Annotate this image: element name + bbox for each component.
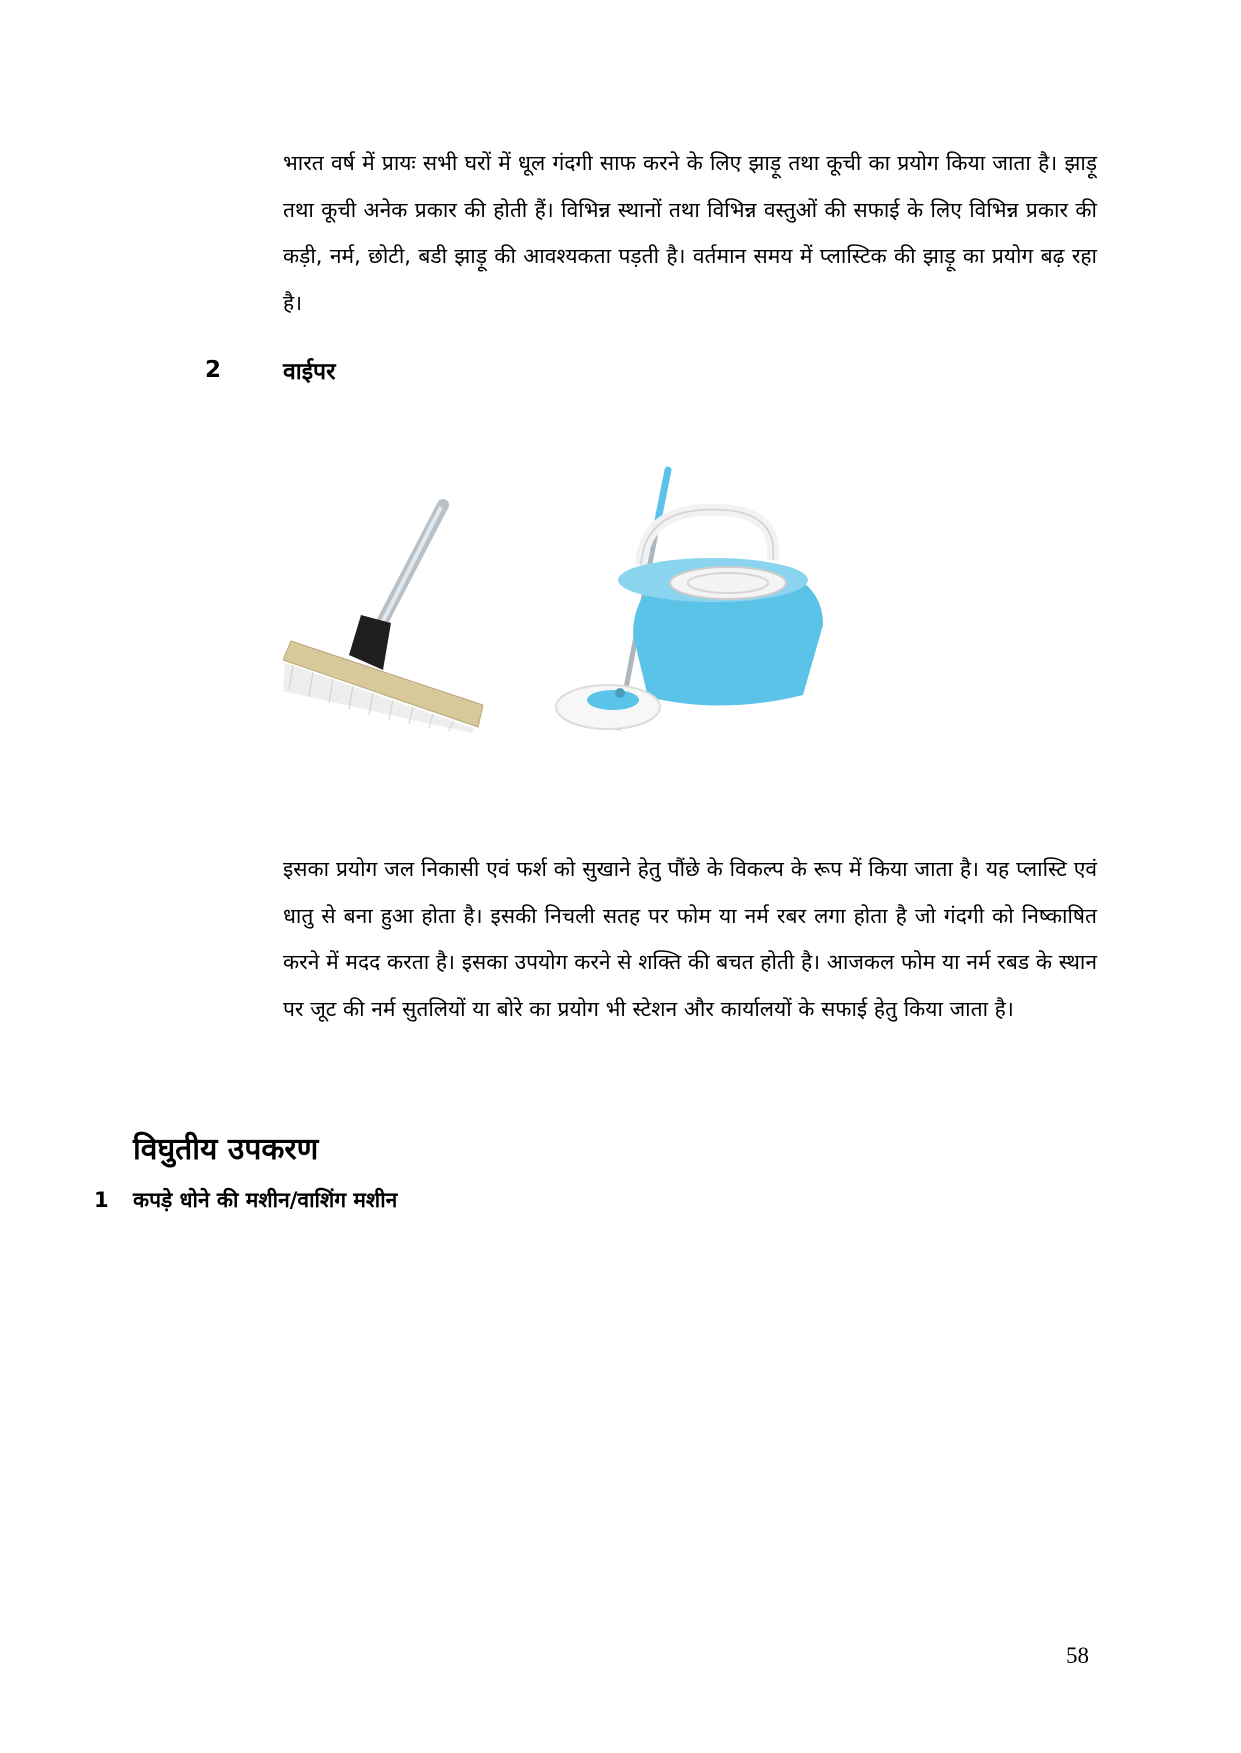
intro-paragraph-text: भारत वर्ष में प्रायः सभी घरों में धूल गंदगी साफ करने के लिए झाड़ू तथा कूची का प्रयोग किया जाता है। झाड़ू तथा कूची अनेक प्रकार की होती हैं। विभिन्न स्थानों तथा विभिन्न वस्तुओं की सफाई के लिए विभिन्न प्रकार की कड़ी, नर्म, छोटी, बडी झाड़ू की आवश्यकता पड़ती है। वर्तमान समय में प्लास्टिक की झाड़ू का प्रयोग बढ़ रहा है। <box>283 151 1097 315</box>
page-number: 58 <box>1066 1643 1089 1668</box>
squeegee-image <box>283 505 483 733</box>
section-number-washer: 1 <box>94 1188 109 1212</box>
intro-paragraph <box>283 140 1097 326</box>
section-number: 2 <box>205 357 222 383</box>
wiper-paragraph-text: इसका प्रयोग जल निकासी एवं फर्श को सुखाने हेतु पौंछे के विकल्प के रूप में किया जाता है। यह प्लास्टि एवं धातु से बना हुआ होता है। इसकी निचली सतह पर फोम या नर्म रबर लगा होता है जो गंदगी को निष्काषित करने में मदद करता है। इसका उपयोग करने से शक्ति की बचत होती है। आजकल फोम या नर्म रबड के स्थान पर जूट की नर्म सुतलियों या बोरे का प्रयोग भी स्टेशन और कार्यालयों के सफाई हेतु किया जाता है। <box>283 857 1097 1021</box>
heading-electrical-appliances: विघुतीय उपकरण <box>133 1132 319 1167</box>
wiper-paragraph <box>283 846 1097 1032</box>
section-title-washing-machine: कपड़े धोने की मशीन/वाशिंग मशीन <box>133 1188 398 1212</box>
wiper-and-mop-illustration <box>283 465 843 735</box>
section-title-wiper: वाईपर <box>283 359 336 385</box>
spin-mop-bucket-image <box>556 470 823 730</box>
